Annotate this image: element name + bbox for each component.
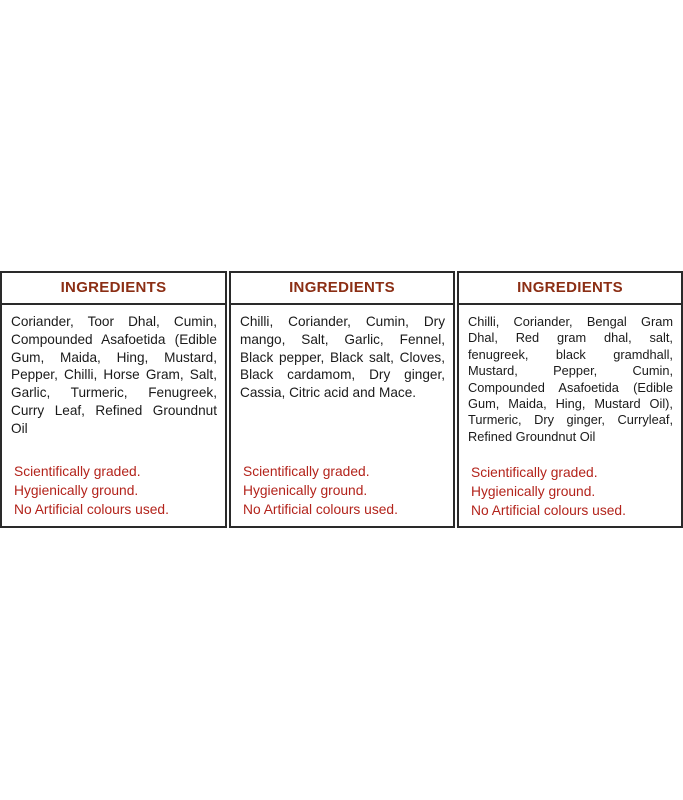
quality-claims (14, 462, 169, 519)
claim-ground: Hygienically ground. (243, 483, 368, 498)
ingredients-panel-1 (0, 271, 227, 528)
claim-no-colours: No Artificial colours used. (14, 502, 169, 517)
ingredients-panels (0, 271, 683, 528)
panel-heading: INGREDIENTS (2, 273, 225, 305)
ingredients-text: Chilli, Coriander, Cumin, Dry mango, Salt, Garlic, Fennel, Black pepper, Black salt, Cloves, Black cardamom, Dry ginger, Cassia, Citric acid and Mace. (240, 314, 445, 401)
quality-claims (243, 462, 398, 519)
claim-graded: Scientifically graded. (471, 465, 598, 480)
claim-graded: Scientifically graded. (243, 464, 370, 479)
ingredients-text: Chilli, Coriander, Bengal Gram Dhal, Red gram dhal, salt, fenugreek, black gramdhall, Mustard, Pepper, Cumin, Compounded Asafoetida (Edible Gum, Maida, Hing, Mustard Oil), Turmeric, Dry ginger, Curryleaf, Refined Groundnut Oil (468, 314, 673, 444)
panel-heading: INGREDIENTS (231, 273, 453, 305)
ingredients-panel-3 (457, 271, 683, 528)
panel-heading: INGREDIENTS (459, 273, 681, 305)
claim-ground: Hygienically ground. (14, 483, 139, 498)
claim-no-colours: No Artificial colours used. (471, 503, 626, 518)
claim-no-colours: No Artificial colours used. (243, 502, 398, 517)
quality-claims (471, 463, 626, 520)
ingredients-panel-2 (229, 271, 455, 528)
claim-graded: Scientifically graded. (14, 464, 141, 479)
claim-ground: Hygienically ground. (471, 484, 596, 499)
ingredients-text: Coriander, Toor Dhal, Cumin, Compounded Asafoetida (Edible Gum, Maida, Hing, Mustard, Pepper, Chilli, Horse Gram, Salt, Garlic, Turmeric, Fenugreek, Curry Leaf, Refined Groundnut Oil (11, 314, 217, 436)
